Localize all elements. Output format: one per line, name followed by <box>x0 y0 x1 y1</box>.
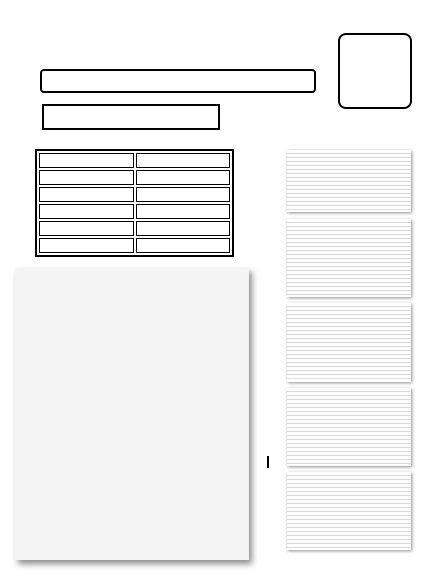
members-label <box>42 104 220 130</box>
spiral-binding-icon <box>283 392 295 462</box>
table-row <box>39 170 230 185</box>
name-cell[interactable] <box>39 221 134 236</box>
rules-notepad <box>15 268 249 560</box>
spiral-binding-icon <box>283 223 295 293</box>
commitment-card-4[interactable] <box>287 388 411 466</box>
team-name-box[interactable] <box>40 69 316 93</box>
name-cell[interactable] <box>39 170 134 185</box>
spiral-binding-icon <box>283 476 295 546</box>
rules-list <box>35 304 240 312</box>
spiral-binding-icon <box>283 307 295 378</box>
table-row <box>39 204 230 219</box>
role-cell[interactable] <box>136 170 231 185</box>
table-row <box>39 221 230 236</box>
role-cell[interactable] <box>136 204 231 219</box>
role-cell[interactable] <box>136 238 231 253</box>
role-cell[interactable] <box>136 187 231 202</box>
team-photo-box <box>338 33 412 109</box>
column-header-role <box>136 153 231 168</box>
role-cell[interactable] <box>136 221 231 236</box>
commitment-card-2[interactable] <box>287 219 411 297</box>
spiral-binding-icon <box>283 154 295 208</box>
name-cell[interactable] <box>39 187 134 202</box>
commitment-card-1[interactable] <box>287 150 411 212</box>
team-table-header-row <box>39 153 230 168</box>
table-row <box>39 238 230 253</box>
commitment-card-5[interactable] <box>287 472 411 550</box>
team-table <box>35 149 234 257</box>
table-row <box>39 187 230 202</box>
column-header-name <box>39 153 134 168</box>
name-cell[interactable] <box>39 238 134 253</box>
name-cell[interactable] <box>39 204 134 219</box>
commitment-card-3[interactable] <box>287 303 411 382</box>
text-cursor <box>267 456 269 468</box>
spiral-binding-icon <box>23 260 245 276</box>
